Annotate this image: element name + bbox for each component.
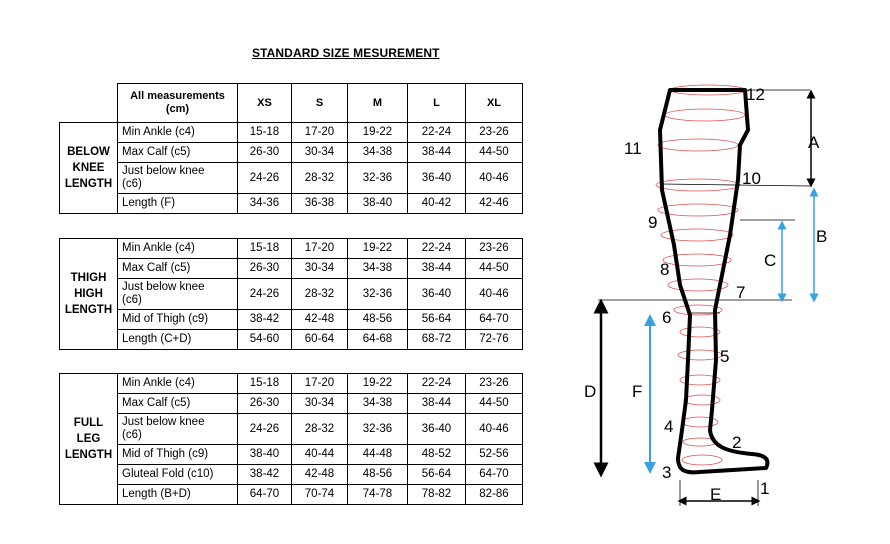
- measurement-label: [118, 330, 238, 350]
- size-range-cell: 52-56: [466, 445, 523, 465]
- point-label-8: 8: [660, 260, 670, 279]
- measurements-header: [118, 84, 238, 123]
- size-range-cell: 38-44: [408, 259, 466, 279]
- size-range-cell: 42-46: [466, 194, 523, 214]
- point-label-3: 3: [662, 463, 672, 482]
- size-range-cell: 48-56: [348, 465, 408, 485]
- thigh-high-row: [60, 279, 523, 310]
- size-range-cell: 36-40: [408, 279, 466, 310]
- size-range-cell: 72-76: [466, 330, 523, 350]
- full-leg-row: [60, 485, 523, 505]
- full-leg-group-label: [60, 374, 118, 505]
- size-range-cell: 36-40: [408, 414, 466, 445]
- point-label-2: 2: [732, 433, 742, 452]
- size-range-cell: 28-32: [292, 414, 348, 445]
- group-label-word: LENGTH: [64, 178, 113, 190]
- size-range-cell: 34-38: [348, 259, 408, 279]
- size-range-cell: 32-36: [348, 414, 408, 445]
- size-range-cell: 24-26: [238, 279, 292, 310]
- measurement-label-line: Mid of Thigh (c9): [122, 448, 209, 460]
- measurements-header-line2: (cm): [165, 103, 190, 115]
- size-range-cell: 34-38: [348, 143, 408, 163]
- measurement-label-line: Gluteal Fold (c10): [122, 468, 214, 480]
- measurement-label-line: Max Calf (c5): [122, 146, 191, 158]
- size-range-cell: 42-48: [292, 310, 348, 330]
- measurement-label-line: (c6): [122, 178, 142, 190]
- size-range-cell: 38-40: [348, 194, 408, 214]
- size-range-cell: 24-26: [238, 163, 292, 194]
- full-leg-table: [59, 373, 523, 505]
- page-title: STANDARD SIZE MESUREMENT: [252, 46, 440, 60]
- measurement-label: [118, 465, 238, 485]
- below-knee-row: [60, 123, 523, 143]
- group-label-word: LEG: [76, 433, 101, 445]
- size-range-cell: 17-20: [292, 239, 348, 259]
- size-range-cell: 23-26: [466, 239, 523, 259]
- full-leg-row: [60, 394, 523, 414]
- thigh-high-row: [60, 259, 523, 279]
- size-header-xs: XS: [238, 84, 292, 123]
- size-range-cell: 34-36: [238, 194, 292, 214]
- size-range-cell: 15-18: [238, 123, 292, 143]
- size-range-cell: 38-42: [238, 465, 292, 485]
- size-range-cell: 64-70: [466, 465, 523, 485]
- size-range-cell: 40-46: [466, 414, 523, 445]
- segment-label-e: E: [710, 485, 722, 504]
- size-range-cell: 22-24: [408, 374, 466, 394]
- point-label-11: 11: [624, 139, 642, 158]
- size-range-cell: 64-70: [466, 310, 523, 330]
- size-range-cell: 40-46: [466, 163, 523, 194]
- point-label-6: 6: [662, 308, 672, 327]
- size-range-cell: 56-64: [408, 465, 466, 485]
- size-range-cell: 56-64: [408, 310, 466, 330]
- measurement-label-line: Min Ankle (c4): [122, 377, 195, 389]
- thigh-high-row: [60, 330, 523, 350]
- size-range-cell: 64-70: [238, 485, 292, 505]
- size-range-cell: 22-24: [408, 123, 466, 143]
- size-range-cell: 42-48: [292, 465, 348, 485]
- size-range-cell: 48-52: [408, 445, 466, 465]
- size-range-cell: 22-24: [408, 239, 466, 259]
- below-knee-group-label: [60, 123, 118, 214]
- size-range-cell: 74-78: [348, 485, 408, 505]
- size-range-cell: 44-50: [466, 259, 523, 279]
- size-range-cell: 28-32: [292, 163, 348, 194]
- measurement-label-line: Length (C+D): [122, 333, 192, 345]
- group-label-word: KNEE: [72, 162, 105, 174]
- segment-label-b: B: [816, 227, 828, 246]
- size-range-cell: 48-56: [348, 310, 408, 330]
- measurement-label: [118, 445, 238, 465]
- size-range-cell: 44-48: [348, 445, 408, 465]
- group-label-word: LENGTH: [64, 304, 113, 316]
- segment-label-f: F: [632, 382, 643, 401]
- measurement-label: [118, 279, 238, 310]
- size-range-cell: 17-20: [292, 374, 348, 394]
- measurement-label-line: Max Calf (c5): [122, 262, 191, 274]
- size-range-cell: 36-38: [292, 194, 348, 214]
- group-label-word: HIGH: [74, 288, 103, 300]
- measurement-label: [118, 163, 238, 194]
- size-range-cell: 30-34: [292, 259, 348, 279]
- below-knee-row: [60, 143, 523, 163]
- size-range-cell: 44-50: [466, 394, 523, 414]
- segment-label-c: C: [764, 251, 777, 270]
- size-range-cell: 44-50: [466, 143, 523, 163]
- size-range-cell: 34-38: [348, 394, 408, 414]
- measurement-label: [118, 310, 238, 330]
- thigh-high-table: [59, 238, 523, 350]
- measurement-label-line: Just below knee: [122, 416, 205, 428]
- measurement-label: [118, 259, 238, 279]
- size-range-cell: 60-64: [292, 330, 348, 350]
- measurement-label: [118, 414, 238, 445]
- measurement-label-line: Max Calf (c5): [122, 397, 191, 409]
- point-label-9: 9: [648, 213, 658, 232]
- point-label-5: 5: [720, 347, 730, 366]
- size-range-cell: 54-60: [238, 330, 292, 350]
- measurement-label: [118, 239, 238, 259]
- size-range-cell: 19-22: [348, 123, 408, 143]
- full-leg-row: [60, 374, 523, 394]
- thigh-high-row: [60, 239, 523, 259]
- size-range-cell: 26-30: [238, 143, 292, 163]
- size-range-cell: 26-30: [238, 394, 292, 414]
- size-range-cell: 64-68: [348, 330, 408, 350]
- size-range-cell: 30-34: [292, 143, 348, 163]
- size-range-cell: 24-26: [238, 414, 292, 445]
- size-range-cell: 40-44: [292, 445, 348, 465]
- measurement-label: [118, 194, 238, 214]
- measurement-label-line: (c6): [122, 294, 142, 306]
- measurement-label-line: Mid of Thigh (c9): [122, 313, 209, 325]
- full-leg-row: [60, 465, 523, 485]
- size-range-cell: 23-26: [466, 123, 523, 143]
- size-range-cell: 30-34: [292, 394, 348, 414]
- size-range-cell: 32-36: [348, 279, 408, 310]
- size-range-cell: 28-32: [292, 279, 348, 310]
- measurement-label-line: (c6): [122, 429, 142, 441]
- thigh-high-row: [60, 310, 523, 330]
- measurement-label: [118, 143, 238, 163]
- size-range-cell: 32-36: [348, 163, 408, 194]
- size-header-m: M: [348, 84, 408, 123]
- size-header-s: S: [292, 84, 348, 123]
- measurement-label: [118, 394, 238, 414]
- measurements-header-line1: All measurements: [130, 90, 225, 102]
- segment-label-a: A: [808, 133, 820, 152]
- below-knee-row: [60, 194, 523, 214]
- size-range-cell: 68-72: [408, 330, 466, 350]
- group-label-word: BELOW: [67, 146, 110, 158]
- size-range-cell: 70-74: [292, 485, 348, 505]
- below-knee-table: [59, 83, 523, 214]
- size-range-cell: 26-30: [238, 259, 292, 279]
- group-label-word: THIGH: [70, 272, 107, 284]
- size-range-cell: 17-20: [292, 123, 348, 143]
- size-range-cell: 15-18: [238, 374, 292, 394]
- size-header-xl: XL: [466, 84, 523, 123]
- size-range-cell: 40-46: [466, 279, 523, 310]
- size-range-cell: 82-86: [466, 485, 523, 505]
- point-label-1: 1: [760, 479, 770, 498]
- size-range-cell: 78-82: [408, 485, 466, 505]
- size-range-cell: 36-40: [408, 163, 466, 194]
- size-range-cell: 38-40: [238, 445, 292, 465]
- size-range-cell: 38-44: [408, 143, 466, 163]
- thigh-high-group-label: [60, 239, 118, 350]
- full-leg-row: [60, 414, 523, 445]
- below-knee-row: [60, 163, 523, 194]
- point-label-7: 7: [736, 283, 746, 302]
- point-label-12: 12: [746, 85, 765, 104]
- compression-stocking-diagram: [570, 70, 870, 520]
- group-label-word: LENGTH: [64, 449, 113, 461]
- segment-label-d: D: [584, 382, 597, 401]
- size-range-cell: 38-42: [238, 310, 292, 330]
- measurement-label-line: Length (F): [122, 197, 176, 209]
- measurement-label: [118, 123, 238, 143]
- measurement-label-line: Min Ankle (c4): [122, 126, 195, 138]
- size-range-cell: 19-22: [348, 374, 408, 394]
- measurement-label-line: Min Ankle (c4): [122, 242, 195, 254]
- measurement-label: [118, 485, 238, 505]
- circumference-lines: [656, 85, 746, 465]
- measurement-label-line: Just below knee: [122, 281, 205, 293]
- measurement-label: [118, 374, 238, 394]
- size-header-l: L: [408, 84, 466, 123]
- point-label-4: 4: [664, 417, 674, 436]
- measurement-label-line: Just below knee: [122, 165, 205, 177]
- full-leg-row: [60, 445, 523, 465]
- point-label-10: 10: [742, 169, 761, 188]
- measurement-label-line: Length (B+D): [122, 488, 191, 500]
- size-range-cell: 23-26: [466, 374, 523, 394]
- header-blank: [60, 84, 118, 123]
- group-label-word: FULL: [73, 417, 104, 429]
- size-range-cell: 40-42: [408, 194, 466, 214]
- size-range-cell: 19-22: [348, 239, 408, 259]
- size-range-cell: 38-44: [408, 394, 466, 414]
- reference-lines: [598, 90, 810, 313]
- size-range-cell: 15-18: [238, 239, 292, 259]
